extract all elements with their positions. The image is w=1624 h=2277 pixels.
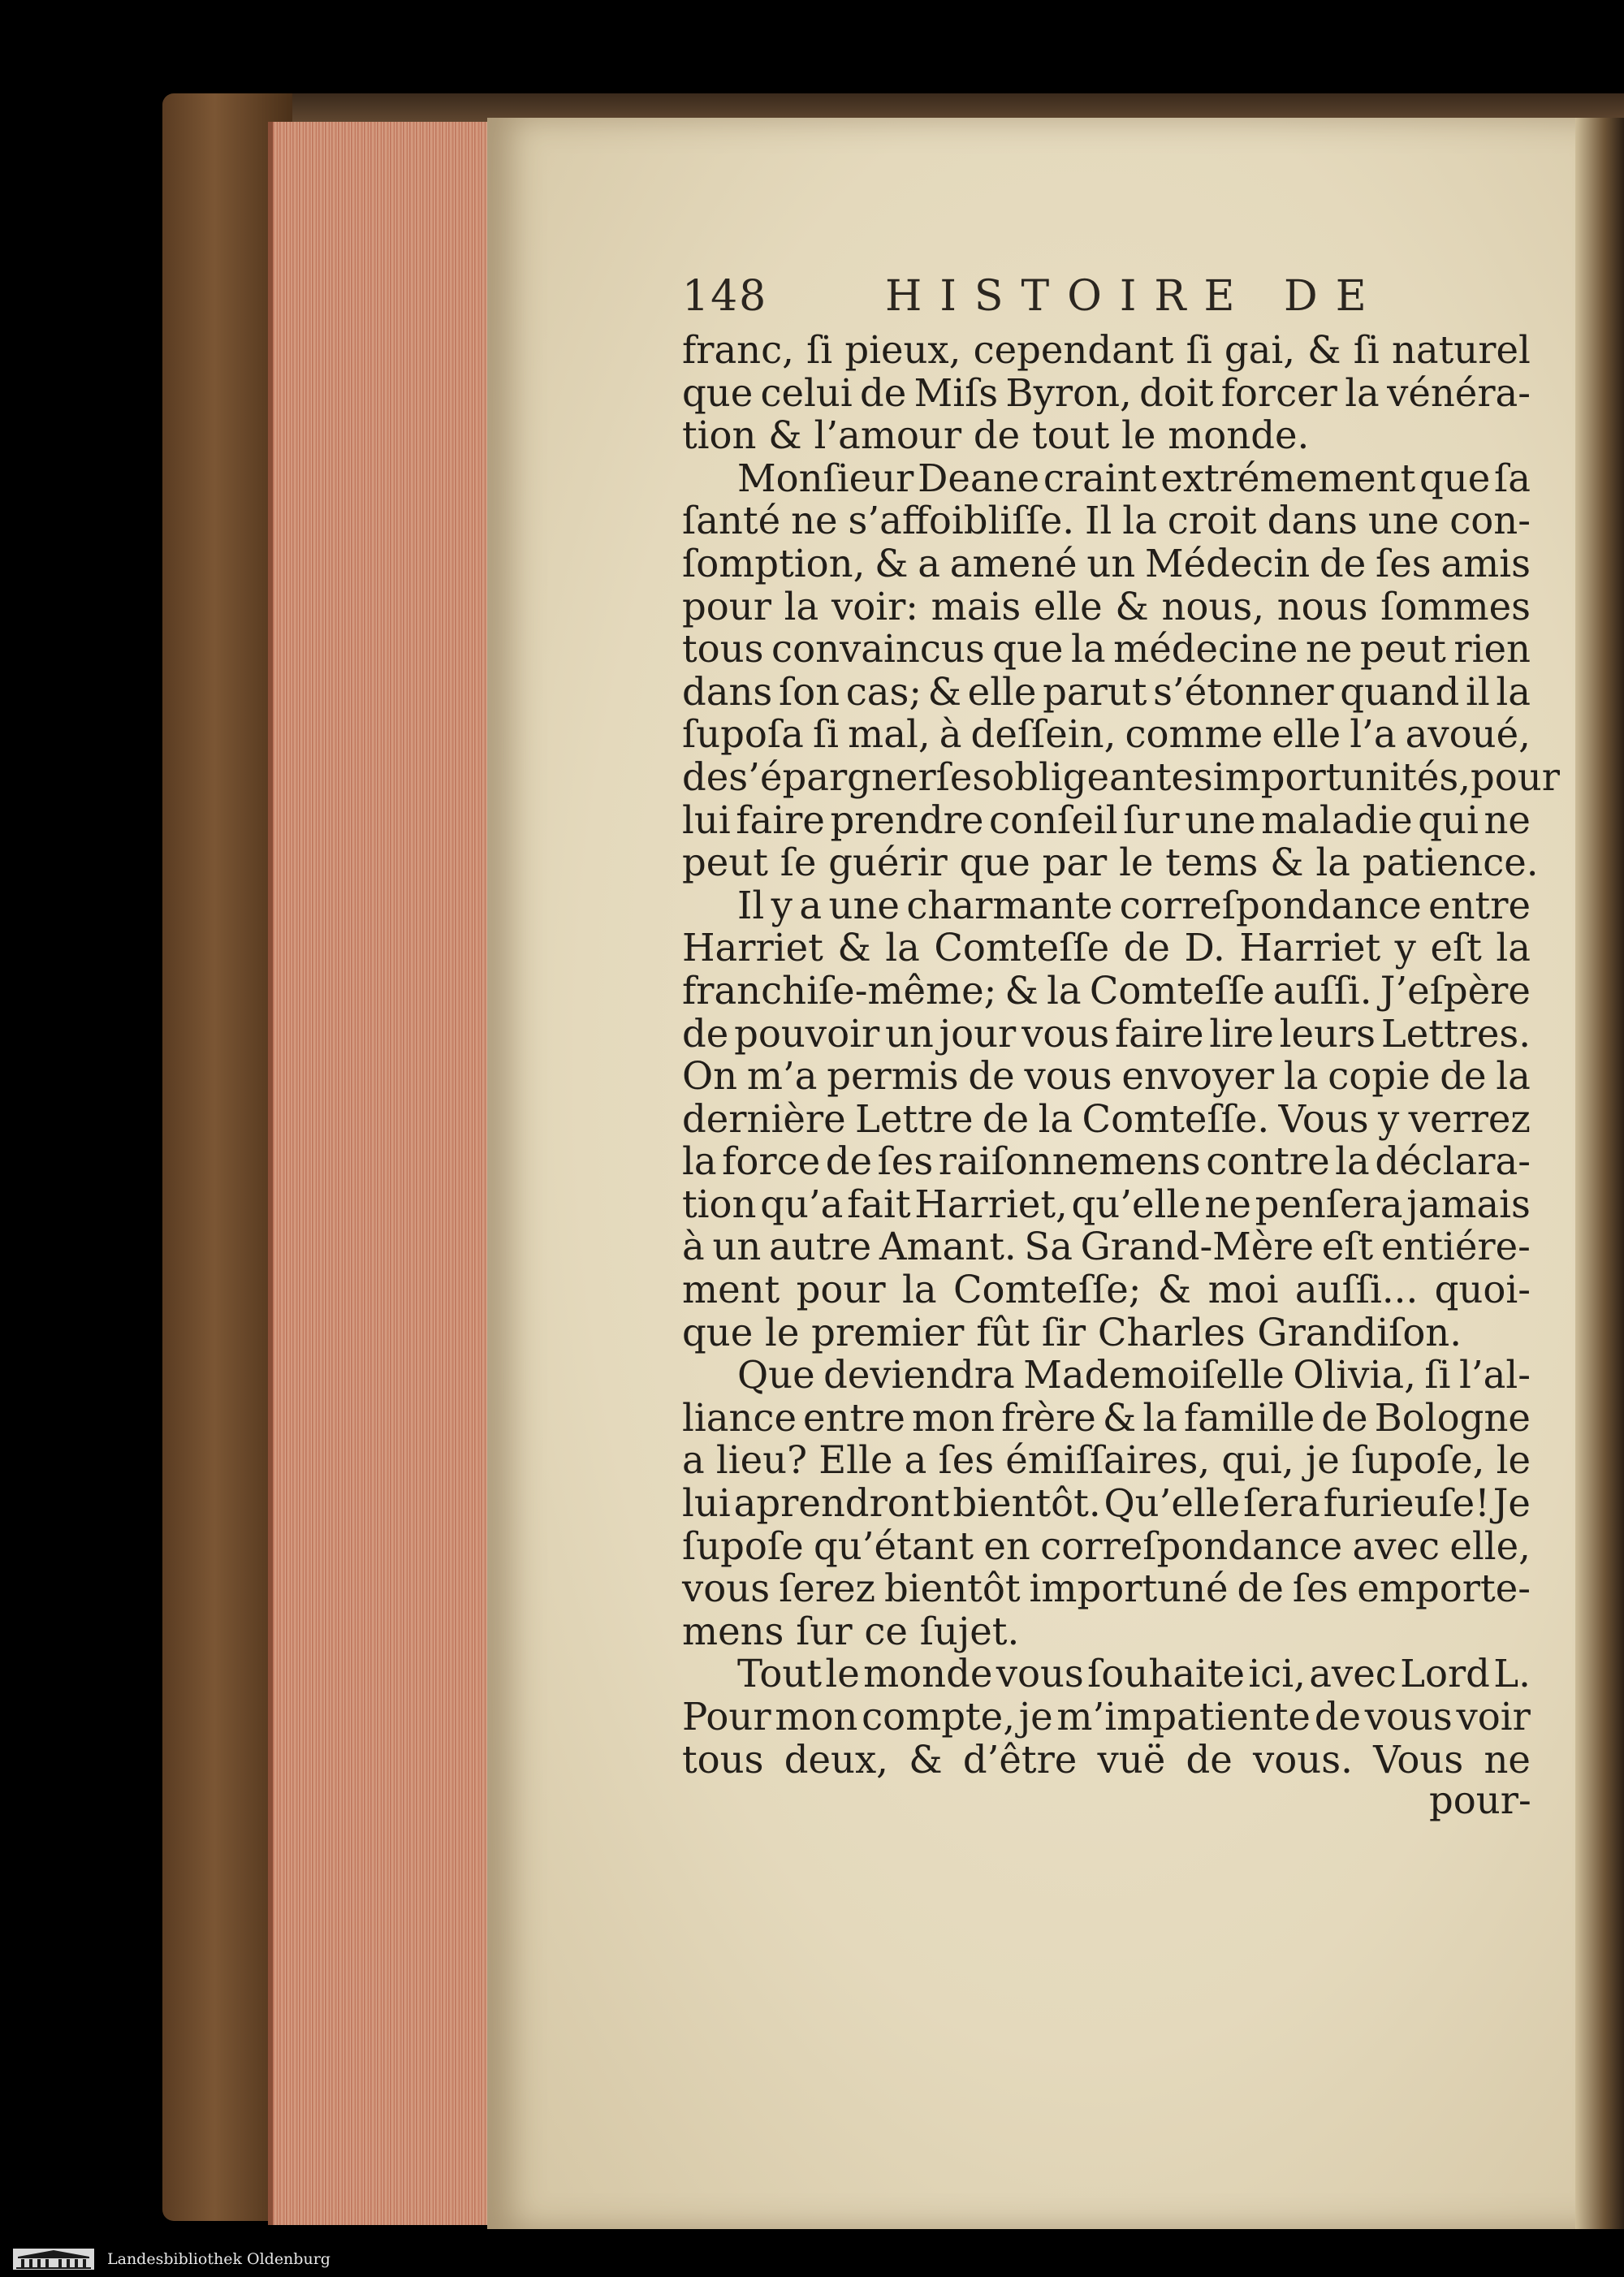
text-word: l’al- [1458, 1353, 1531, 1398]
running-head [682, 272, 1535, 329]
text-word: un [712, 1225, 762, 1269]
text-word: Olivia, [1293, 1353, 1416, 1398]
text-word: ſes [1292, 1566, 1349, 1611]
text-word: doit [1139, 370, 1214, 415]
text-word: entiére- [1380, 1225, 1531, 1269]
text-line [682, 1098, 1531, 1141]
text-word: vous [1021, 1011, 1110, 1056]
text-word: ſes [877, 1139, 934, 1184]
text-word: force [722, 1139, 821, 1184]
text-word: nous [1276, 584, 1368, 629]
text-word: la [1496, 926, 1531, 970]
text-word: de [1321, 1395, 1368, 1440]
text-word: le [825, 1652, 860, 1696]
text-word: croit [1167, 499, 1257, 543]
text-line-content: tion & l’amour de tout le monde. [682, 413, 1310, 458]
text-word: de [825, 1139, 873, 1184]
text-word: m’a [746, 1054, 818, 1099]
text-word: lieu? [715, 1438, 808, 1483]
text-word: ſupoſa [682, 712, 804, 757]
text-word: Comteſſe [934, 926, 1110, 970]
text-word: avec [1309, 1652, 1397, 1696]
text-word: & [837, 926, 871, 970]
text-word: auſſi... [1294, 1268, 1419, 1312]
library-building-icon [11, 2247, 96, 2271]
text-word: vous [996, 1652, 1084, 1696]
text-word: ſi [806, 328, 833, 372]
text-word: compte, [862, 1695, 1015, 1739]
text-word: pour [796, 1268, 886, 1312]
text-word: gai, [1224, 328, 1296, 372]
text-line [682, 970, 1531, 1013]
text-line [682, 1311, 1531, 1355]
text-word: la [885, 926, 920, 970]
text-line [682, 799, 1531, 842]
text-word: vénéra- [1387, 370, 1531, 415]
text-word: qu’elle [1071, 1182, 1201, 1226]
text-word: verrez [1408, 1096, 1531, 1141]
text-word: ſes [938, 1438, 995, 1483]
text-word: deux, [784, 1737, 888, 1782]
page-block-edges [268, 122, 500, 2225]
text-word: obligeantes [991, 754, 1213, 799]
text-word: auſſi. [1272, 968, 1372, 1013]
text-word: de [682, 754, 729, 799]
text-word: vous [1364, 1695, 1453, 1739]
text-line-content: que le premier fût ſir Charles Grandiſon. [682, 1310, 1462, 1355]
text-word: peut [1359, 627, 1446, 672]
text-word: ſanté [682, 499, 781, 543]
text-word: importuné [1029, 1566, 1229, 1611]
text-word: copie [1328, 1054, 1431, 1099]
text-line [682, 1525, 1531, 1568]
text-line [682, 1739, 1531, 1782]
text-word: charmante [906, 883, 1113, 927]
text-word: la [1047, 968, 1082, 1013]
text-line [682, 1140, 1531, 1183]
text-word: & [1102, 1395, 1137, 1440]
text-line [682, 414, 1531, 457]
text-word: entre [803, 1395, 905, 1440]
text-word: maladie [1261, 797, 1413, 842]
text-word: raiſonnemens [938, 1139, 1201, 1184]
text-line [682, 329, 1531, 372]
text-word: l’a [1350, 712, 1397, 757]
text-word: lire [1209, 1011, 1274, 1056]
text-word: rien [1453, 627, 1531, 672]
text-word: de [860, 370, 907, 415]
text-word: franc, [682, 328, 794, 372]
text-word: tous [682, 627, 764, 672]
text-word: Il [1084, 499, 1112, 543]
text-word: eſt [1321, 1225, 1374, 1269]
text-word: tous [682, 1737, 764, 1782]
text-word: Vous [1278, 1096, 1369, 1141]
text-word: ſouhaite [1087, 1652, 1245, 1696]
text-word: le [1496, 1438, 1531, 1483]
text-word: émiſſaires, [1005, 1438, 1211, 1483]
text-word: Sa [1024, 1225, 1073, 1269]
text-word: extrémement [1160, 456, 1416, 500]
text-word: correſpondance [1119, 883, 1422, 927]
text-word: de [1320, 541, 1367, 585]
text-word: fait [847, 1182, 911, 1226]
text-word: Harriet [1239, 926, 1381, 970]
text-line-content: peut ſe guérir que par le tems & la patience. [682, 840, 1539, 885]
text-line [682, 499, 1531, 542]
text-word: la [682, 1139, 717, 1184]
text-word: ment [682, 1268, 780, 1312]
text-word: une [828, 883, 900, 927]
text-word: pouvoir [734, 1011, 880, 1056]
text-word: de [1440, 1054, 1487, 1099]
text-word: ne [791, 499, 838, 543]
text-word: a [799, 883, 823, 927]
text-word: qui, [1221, 1438, 1294, 1483]
text-word: avoué, [1405, 712, 1531, 757]
text-word: la [1496, 669, 1531, 714]
text-word: a [682, 1438, 705, 1483]
text-word: & [875, 541, 909, 585]
text-word: ſes [935, 754, 992, 799]
text-word: s’épargner [728, 754, 936, 799]
text-word: médecine [1113, 627, 1298, 672]
text-line [682, 457, 1531, 500]
text-word: ſa [1494, 456, 1531, 500]
text-line-content: mens ſur ce ſujet. [682, 1609, 1020, 1653]
text-word: Grand-Mère [1080, 1225, 1315, 1269]
text-word: de [1186, 1737, 1233, 1782]
text-word: Il [737, 883, 765, 927]
text-word: envoyer [1121, 1054, 1275, 1099]
text-word: la [901, 1268, 937, 1312]
text-word: vous [1024, 1054, 1112, 1099]
text-word: autre [769, 1225, 872, 1269]
text-word: elle [1272, 712, 1341, 757]
text-word: il [1465, 669, 1490, 714]
text-word: amis [1440, 541, 1531, 585]
text-word: pour [682, 584, 771, 629]
text-word: emporte- [1357, 1566, 1531, 1611]
text-word: dans [682, 669, 773, 714]
text-word: ſerez [779, 1566, 876, 1611]
text-word: Harriet [682, 926, 823, 970]
text-word: que [992, 627, 1064, 672]
text-line [682, 1653, 1531, 1696]
text-word: déclara- [1375, 1139, 1531, 1184]
text-word: Tout [737, 1652, 823, 1696]
text-word: vuë [1097, 1737, 1166, 1782]
text-line [682, 1354, 1531, 1397]
text-word: prendre [830, 797, 984, 842]
text-word: de [682, 1011, 729, 1056]
text-word: con- [1449, 499, 1531, 543]
text-word: mal, [848, 712, 931, 757]
text-line [682, 884, 1531, 927]
text-word: la [1283, 1054, 1319, 1099]
text-word: conſeil [989, 797, 1118, 842]
text-word: Miſs [914, 370, 999, 415]
text-word: ici, [1248, 1652, 1306, 1696]
text-word: Médecin [1144, 541, 1311, 585]
text-word: la [784, 584, 819, 629]
text-word: jour [939, 1011, 1017, 1056]
text-line [682, 671, 1531, 714]
text-word: ne [1204, 1182, 1251, 1226]
text-word: y [771, 883, 793, 927]
text-word: famille [1184, 1395, 1315, 1440]
text-line [682, 1397, 1531, 1440]
text-word: & [1115, 584, 1149, 629]
text-line [682, 585, 1531, 629]
text-word: une [1367, 499, 1440, 543]
text-word: contre [1206, 1139, 1330, 1184]
text-line [682, 1055, 1531, 1098]
text-word: frère [1001, 1395, 1096, 1440]
text-word: je [1305, 1438, 1340, 1483]
text-word: craint [1043, 456, 1157, 500]
text-word: a [904, 1438, 927, 1483]
text-word: furieuſe! [1323, 1481, 1490, 1526]
book-gutter [1575, 118, 1624, 2229]
text-word: qu’a [760, 1182, 844, 1226]
body-text [682, 328, 1560, 1782]
text-word: On [682, 1054, 738, 1099]
text-word: elle [1033, 584, 1103, 629]
text-word: franchiſe-même; [682, 968, 997, 1013]
text-word: Que [737, 1353, 815, 1398]
text-word: entre [1428, 883, 1531, 927]
text-word: a [918, 541, 940, 585]
text-word: Comteſſe. [1082, 1096, 1270, 1141]
text-word: y [1378, 1096, 1400, 1141]
text-word: nous, [1161, 584, 1265, 629]
text-word: & [927, 669, 962, 714]
text-word: elle [967, 669, 1037, 714]
text-word: ſur [1123, 797, 1180, 842]
library-name: Landesbibliothek Oldenburg [107, 2250, 330, 2268]
text-word: s’étonner [1153, 669, 1334, 714]
text-word: Comteſſe [1089, 968, 1265, 1013]
text-word: ſi [1424, 1353, 1451, 1398]
text-word: dernière [682, 1096, 846, 1141]
text-word: liance [682, 1395, 797, 1440]
running-title: HISTOIRE DE [885, 272, 1384, 321]
text-word: la [1142, 1395, 1177, 1440]
text-word: je [1018, 1695, 1053, 1739]
text-word: Qu’elle [1104, 1481, 1241, 1526]
text-word: cas; [845, 669, 922, 714]
text-word: de [968, 1054, 1015, 1099]
text-word: qui [1418, 797, 1479, 842]
text-word: à [682, 1225, 705, 1269]
text-word: deſſein, [970, 712, 1116, 757]
text-word: faire [736, 797, 825, 842]
text-word: aprendront [733, 1481, 950, 1526]
text-word: la [1496, 1054, 1531, 1099]
text-word: ſommes [1380, 584, 1531, 629]
text-word: pour [1471, 754, 1560, 799]
text-word: jamais [1406, 1182, 1531, 1226]
text-line [682, 1439, 1531, 1482]
text-word: forcer [1220, 370, 1337, 415]
text-word: Deane [918, 456, 1040, 500]
text-word: en [983, 1523, 1030, 1568]
text-word: & [1004, 968, 1039, 1013]
text-word: de [1237, 1566, 1284, 1611]
text-word: ſi [812, 712, 840, 757]
text-line [682, 840, 1539, 885]
text-line [682, 1482, 1531, 1525]
text-word: que [1419, 456, 1491, 500]
text-word: vous [682, 1566, 771, 1611]
text-word: que [682, 370, 754, 415]
text-word: Lettres. [1380, 1011, 1531, 1056]
text-word: d’être [962, 1737, 1078, 1782]
text-word: cependant [973, 328, 1174, 372]
text-word: parut [1043, 669, 1147, 714]
text-word: la [1070, 627, 1106, 672]
text-line [682, 1225, 1531, 1268]
text-line [682, 713, 1531, 756]
text-word: eſt [1430, 926, 1482, 970]
text-line [682, 1696, 1531, 1739]
page-number: 148 [682, 272, 768, 321]
text-word: Harriet, [914, 1182, 1068, 1226]
text-word: tion [682, 1182, 757, 1226]
text-word: correſpondance [1040, 1523, 1343, 1568]
text-word: lui [682, 797, 731, 842]
text-word: moi [1207, 1268, 1279, 1312]
text-word: Je [1492, 1481, 1531, 1526]
text-word: Lord [1400, 1652, 1490, 1696]
text-word: mon [775, 1695, 858, 1739]
text-word: elle, [1449, 1523, 1531, 1568]
text-word: Comteſſe; [952, 1268, 1142, 1312]
text-word: leurs [1279, 1011, 1376, 1056]
text-word: naturel [1391, 328, 1531, 372]
text-word: s’affoibliſſe. [848, 499, 1075, 543]
text-word: une [1185, 797, 1256, 842]
text-word: convaincus [771, 627, 985, 672]
text-word: mon [912, 1395, 996, 1440]
text-line [682, 542, 1531, 585]
text-word: & [1307, 328, 1341, 372]
text-word: ſi [1186, 328, 1212, 372]
text-word: Byron, [1005, 370, 1132, 415]
text-word: D. [1184, 926, 1225, 970]
text-word: de [982, 1096, 1030, 1141]
text-line [682, 1610, 1531, 1653]
text-word: ſupoſe, [1351, 1438, 1485, 1483]
text-line [682, 927, 1531, 970]
text-word: ſes [1376, 541, 1432, 585]
text-word: vous. [1253, 1737, 1353, 1782]
text-word: Lettre [854, 1096, 974, 1141]
text-word: Monſieur [737, 456, 914, 500]
text-word: voir [1456, 1695, 1531, 1739]
text-word: monde [863, 1652, 993, 1696]
text-word: y [1394, 926, 1416, 970]
text-word: un [1086, 541, 1136, 585]
text-word: ſera [1243, 1481, 1320, 1526]
text-word: ne [1484, 797, 1531, 842]
text-word: la [1122, 499, 1157, 543]
text-line [682, 1183, 1531, 1226]
text-word: pieux, [844, 328, 961, 372]
text-word: quoi- [1434, 1268, 1531, 1312]
text-word: lui [682, 1481, 731, 1526]
text-word: ſupoſe [682, 1523, 804, 1568]
text-word: mais [931, 584, 1021, 629]
text-word: ſon [778, 669, 840, 714]
text-word: celui [760, 370, 853, 415]
text-word: Mademoiſelle [1023, 1353, 1285, 1398]
text-word: faire [1114, 1011, 1204, 1056]
catchword: pour- [1429, 1778, 1531, 1822]
text-word: L. [1493, 1652, 1531, 1696]
text-word: importunités, [1212, 754, 1471, 799]
text-word: Amant. [879, 1225, 1017, 1269]
text-line [682, 1567, 1531, 1610]
text-word: un [884, 1011, 934, 1056]
text-line [682, 754, 1560, 799]
text-line [682, 1268, 1531, 1311]
text-word: quand [1340, 669, 1460, 714]
text-word: Pour [682, 1695, 771, 1739]
text-word: bientôt [884, 1566, 1021, 1611]
text-word: Bologne [1374, 1395, 1531, 1440]
text-word: bientôt. [952, 1481, 1101, 1526]
text-word: dans [1267, 499, 1358, 543]
text-word: permis [827, 1054, 959, 1099]
text-word: de [1314, 1695, 1361, 1739]
text-word: comme [1125, 712, 1263, 757]
text-word: à [939, 712, 962, 757]
text-word: ſomption, [682, 541, 866, 585]
text-word: m’impatiente [1056, 1695, 1311, 1739]
text-word: ſi [1353, 328, 1380, 372]
text-line [682, 1013, 1531, 1056]
text-word: deviendra [823, 1353, 1015, 1398]
text-word: de [1123, 926, 1170, 970]
text-word: la [1038, 1096, 1073, 1141]
text-word: qu’étant [814, 1523, 974, 1568]
text-word: la [1335, 1139, 1370, 1184]
text-word: ne [1305, 627, 1353, 672]
text-word: & [1157, 1268, 1192, 1312]
text-word: & [909, 1737, 943, 1782]
text-word: la [1345, 370, 1380, 415]
text-word: voir: [831, 584, 918, 629]
text-word: J’eſpère [1380, 968, 1531, 1013]
text-word: ne [1484, 1737, 1531, 1782]
text-word: Vous [1373, 1737, 1464, 1782]
text-line [682, 372, 1531, 415]
text-word: avec [1352, 1523, 1440, 1568]
text-word: Elle [818, 1438, 893, 1483]
text-word: penſera [1255, 1182, 1403, 1226]
text-line [682, 628, 1531, 671]
text-word: amené [949, 541, 1078, 585]
